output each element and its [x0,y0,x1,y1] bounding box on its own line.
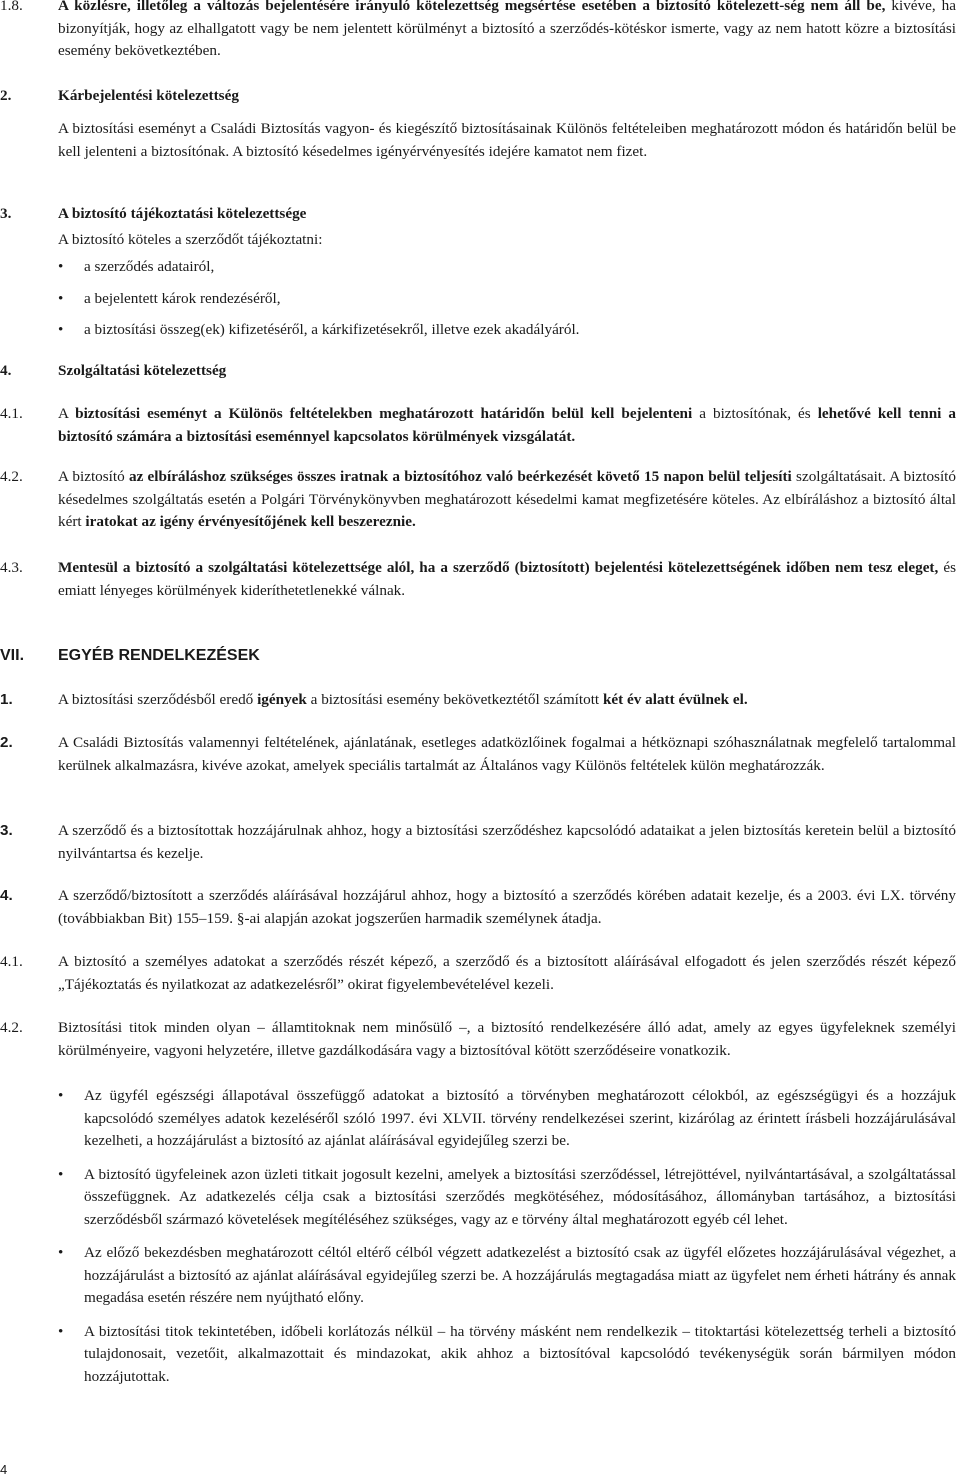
section-4-2 [0,466,956,534]
clause-text: A szerződő/biztosított a szerződés aláírásával hozzájárul ahhoz, hogy a biztosító a szerződés körében adatait kezelje, és a 2003. évi LX. törvény (továbbiakban Bit) 155–159. §-ai alapján azokat jogszerűen harmadik személynek átadja. [58,887,956,927]
clause-4-2 [0,1017,956,1062]
section-number: 3. [0,205,12,222]
chapter-number: VII. [0,647,25,664]
list-item: • Az ügyfél egészségi állapotával összefüggő adatokat a biztosító a törvényben meghatározott célokból, az egészségügyi és a hozzájuk kapcsolódó személyes adatok kezeléséről szóló 1997. évi XLVII. törvény rendelkezései szerint, kizárólag az érintett írásbeli hozzájárulásával kezelheti, a hozzájárulást a biztosító az ajánlat aláírásával egyidejűleg szerzi be. [58,1085,956,1153]
section-title: Kárbejelentési kötelezettség [58,87,239,104]
clause-number: 4.1. [0,953,23,970]
list-item: • a biztosítási összeg(ek) kifizetéséről, a kárkifizetésekről, illetve ezek akadályáról. [58,319,956,342]
section-3-list [0,256,956,342]
list-item: • Az előző bekezdésben meghatározott céltól eltérő célból végzett adatkezelést a biztosító csak az ügyfél előzetes hozzájárulásával végezhet, a hozzájárulást a biztosító az ajánlat aláírásával egyidejűleg szerzi be. A hozzájárulás megtagadása miatt az ügyfelet nem érheti hátrány és annak megadása esetén részére nem nyújtható előny. [58,1242,956,1310]
plain-text: kivéve, ha bizonyítják, hogy az elhallgatott vagy be nem jelentett körülményt a biztosító a szerződés-kötéskor ismerte, vagy az nem hatott közre a biztosítási esemény bekövetkeztében. [58,0,956,59]
list-item: • A biztosító ügyfeleinek azon üzleti titkait jogosult kezelni, amelyek a biztosítási szerződéssel, létrejöttével, nyilvántartásával, a szolgáltatással összefüggnek. Az adatkezelés célja csak a biztosítási szerződés megkötéséhez, módosításához, állományban tartásához, a biztosítási szerződésből származó követelések megítéléséhez szükséges, vagy az e törvény által meghatározott egyéb cél lehet. [58,1164,956,1232]
section-number: 4.3. [0,559,23,576]
section-2-heading [0,85,956,108]
clause-1 [0,689,956,712]
clause-number: 3. [0,822,13,839]
section-text: Mentesül a biztosító a szolgáltatási kötelezettsége alól, ha a szerződő (biztosított) bejelentési kötelezettségének időben nem tesz eleget, és emiatt lényeges körülmények kideríthetetlenekké válnak. [58,559,956,599]
clause-4-2-list [0,1085,956,1388]
section-text: A biztosítási eseményt a Családi Biztosítás vagyon- és kiegészítő biztosításainak Különös feltételeiben meghatározott módon és határidőn belül be kell jelenteni a biztosítónak. A biztosító késedelmes igényérvényesítés idejére kamatot nem fizet. [58,120,956,160]
clause-4-1 [0,951,956,996]
section-number: 4.1. [0,405,23,422]
clause-text: A szerződő és a biztosítottak hozzájárulnak ahhoz, hogy a biztosítási szerződéshez kapcsolódó adataikat a jelen biztosítás keretein belül a biztosító nyilvántartsa és kezelje. [58,822,956,862]
clause-number: 4. [0,887,13,904]
clause-3 [0,820,956,865]
list-item: • a bejelentett károk rendezéséről, [58,288,956,311]
clause-4 [0,885,956,930]
section-4-3 [0,557,956,602]
section-1-8 [0,0,956,63]
section-title: A biztosító tájékoztatási kötelezettsége [58,205,307,222]
section-text: A biztosító köteles a szerződőt tájékoztatni: [58,231,323,248]
section-2-body [0,118,956,163]
clause-text: A biztosító a személyes adatokat a szerződés részét képező, a szerződő és a biztosított aláírásával elfogadott és jelen szerződés részét képező „Tájékoztatás és nyilatkozat az adatkezelésről” okirat figyelembevételével kezeli. [58,953,956,993]
section-4-1 [0,403,956,448]
clause-number: 4.2. [0,1019,23,1036]
clause-2 [0,732,956,777]
bold-text: A közlésre, illetőleg a változás bejelentésére irányuló kötelezettség megsértése esetében a biztosító kötelezett-ség nem áll be, [58,0,886,14]
clause-text: A biztosítási szerződésből eredő igények a biztosítási esemény bekövetkeztétől számított két év alatt évülnek el. [58,691,748,708]
section-4-heading [0,360,956,383]
section-number: 2. [0,87,12,104]
section-text: A biztosítási eseményt a Különös feltételekben meghatározott határidőn belül kell bejelenteni a biztosítónak, és lehetővé kell tenni a biztosító számára a biztosítási eseménnyel kapcsolatos körülmények vizsgálatát. [58,405,956,445]
bullet-list [58,256,956,342]
clause-text: Biztosítási titok minden olyan – államtitoknak nem minősülő –, a biztosító rendelkezésére álló adat, amely az egyes ügyfeleknek személyi körülményeire, vagyoni helyzetére, illetve gazdálkodására vagy a biztosítóval kötött szerződéseire vonatkozik. [58,1019,956,1059]
section-number: 1.8. [0,0,23,14]
section-title: Szolgáltatási kötelezettség [58,362,227,379]
chapter-vii-heading [0,645,956,668]
clause-number: 1. [0,691,13,708]
list-item: • A biztosítási titok tekintetében, időbeli korlátozás nélkül – ha törvény másként nem rendelkezik – titoktartási kötelezettség terheli a biztosító tulajdonosait, vezetőit, alkalmazottait és mindazokat, akik ahhoz a biztosítóval kapcsolódó tevékenységük során bármilyen módon hozzájutottak. [58,1321,956,1389]
list-item: • a szerződés adatairól, [58,256,956,279]
section-text: A biztosító az elbíráláshoz szükséges összes iratnak a biztosítóhoz való beérkezését követő 15 napon belül teljesíti szolgáltatásait. A biztosító késedelmes szolgáltatás esetén a Polgári Törvénykönyvben meghatározott késedelmi kamat megfizetésére köteles. Az elbíráláshoz a biztosító által kért iratokat az igény érvényesítőjének kell beszereznie. [58,468,956,530]
section-number: 4. [0,362,12,379]
section-number: 4.2. [0,468,23,485]
section-3-heading [0,203,956,226]
clause-number: 2. [0,734,13,751]
clause-text: A Családi Biztosítás valamennyi feltételének, ajánlatának, esetleges adatközlőinek fogalmai a hétköznapi szóhasználatnak megfelelő tartalommal kerülnek alkalmazásra, kivéve azokat, amelyek speciális tartalmát az Általános vagy Különös feltételek külön meghatározzák. [58,734,956,774]
section-3-intro [0,229,956,252]
chapter-title: EGYÉB RENDELKEZÉSEK [58,647,260,664]
bullet-list [58,1085,956,1388]
page-number: 4 [0,1462,8,1477]
section-text [58,0,956,63]
